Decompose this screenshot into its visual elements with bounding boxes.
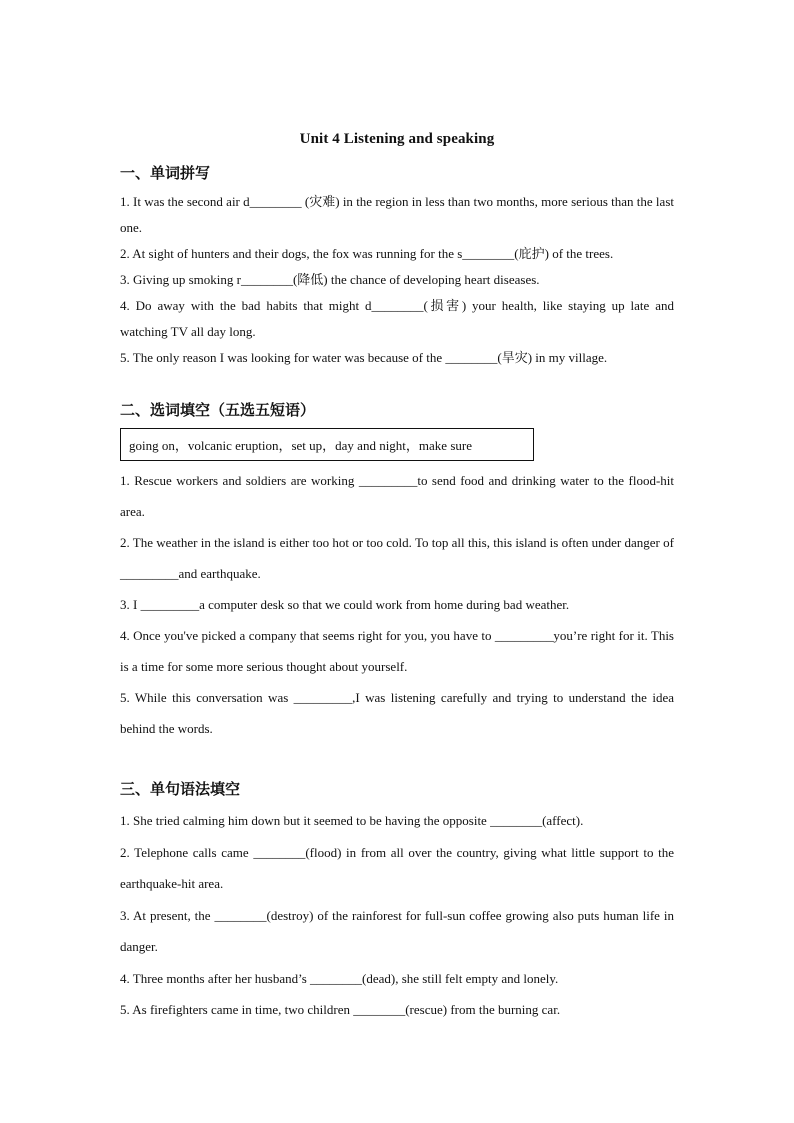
question-item: 3. I _________a computer desk so that we could work from home during bad weather. [120,597,570,612]
page-title: Unit 4 Listening and speaking [299,131,495,147]
section-heading: 一、单词拼写 [120,166,211,182]
question-item: 1. She tried calming him down but it seemed to be having the opposite ________(affect). [120,813,584,828]
question-item: 5. The only reason I was looking for water was because of the ________(旱灾) in my village. [120,350,608,365]
question-item: 1. Rescue workers and soldiers are working _________to send food and drinking water to the flood-hit area. [120,473,674,519]
question-item: 2. At sight of hunters and their dogs, the fox was running for the s________(庇护) of the trees. [120,246,614,261]
question-item: 4. Three months after her husband’s ________(dead), she still felt empty and lonely. [120,970,559,986]
section-word-spelling [120,162,674,371]
question-item: 4. Do away with the bad habits that might d________(损害) your health, like staying up late and watching TV all day long. [120,298,674,339]
question-item: 4. Once you've picked a company that seems right for you, you have to _________you’re right for it. This is a time for some more serious thought about yourself. [120,628,674,674]
question-item: 5. As firefighters came in time, two children ________(rescue) from the burning car. [120,1002,561,1017]
question-item: 2. The weather in the island is either too hot or too cold. To top all this, this island is often under danger of _________and earthquake. [120,535,674,581]
section-phrase-fill [120,399,674,744]
word-bank-box: going on，volcanic eruption，set up，day and night，make sure [120,428,534,461]
question-item: 3. At present, the ________(destroy) of the rainforest for full-sun coffee growing also puts human life in danger. [120,907,674,954]
question-item: 5. While this conversation was _________,I was listening carefully and trying to understand the idea behind the words. [120,690,674,736]
section-heading: 二、选词填空（五选五短语） [120,403,316,419]
question-item: 3. Giving up smoking r________(降低) the chance of developing heart diseases. [120,272,540,287]
question-item: 1. It was the second air d________ (灾难) in the region in less than two months, more serious than the last one. [120,194,674,235]
section-heading: 三、单句语法填空 [120,782,241,798]
section-grammar-fill [120,778,674,1026]
question-item: 2. Telephone calls came ________(flood) in from all over the country, giving what little support to the earthquake-hit area. [120,844,674,891]
